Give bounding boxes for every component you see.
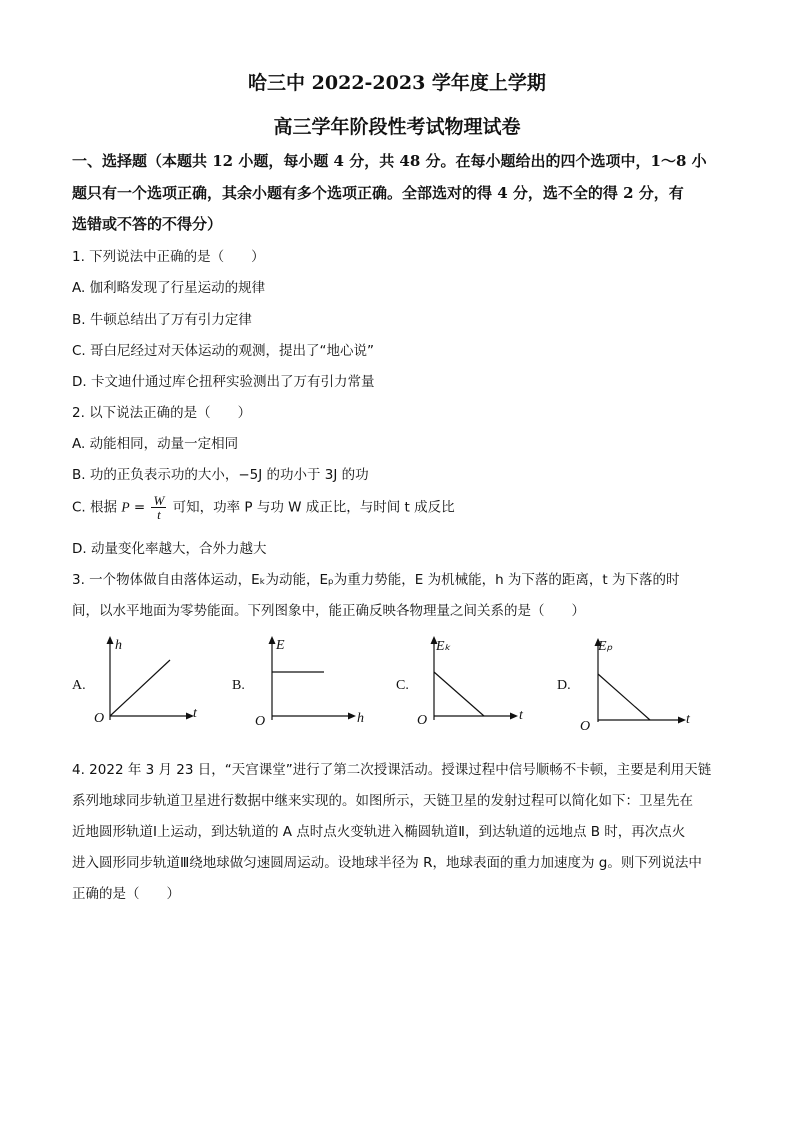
section-heading-line1: 一、选择题（本题共 12 小题，每小题 4 分，共 48 分。在每小题给出的四个选项中，1～8 小 [72, 152, 707, 170]
option-c-prefix: C. 根据 [72, 499, 118, 516]
graph-a-x-label: t [193, 706, 197, 721]
question-2-option-b: B. 功的正负表示功的大小，−5J 的功小于 3J 的功 [72, 467, 369, 483]
fraction-denominator: t [157, 507, 161, 522]
graph-a-option-label: A. [72, 678, 86, 693]
section-heading-line3: 选错或不答的不得分） [72, 215, 223, 233]
graph-d-y-label: Eₚ [598, 639, 613, 654]
graph-b-y-arrow [269, 636, 276, 644]
graph-d-x-arrow [678, 717, 686, 724]
graph-b-x-arrow [348, 713, 356, 720]
graph-a-y-arrow [107, 636, 114, 644]
graph-d-option-label: D. [557, 678, 571, 693]
graph-c-option-label: C. [396, 678, 409, 693]
question-4-line4: 进入圆形同步轨道Ⅲ绕地球做匀速圆周运动。设地球半径为 R，地球表面的重力加速度为 g。则下列说法中 [72, 855, 702, 871]
power-symbol: P [121, 499, 130, 515]
exam-title: 哈三中 2022-2023 学年度上学期 [248, 72, 546, 94]
graph-d-curve [598, 674, 650, 720]
graph-a-curve [110, 660, 170, 716]
graph-b-y-label: E [276, 638, 285, 653]
graph-b-option-label: B. [232, 678, 245, 693]
graph-c [412, 632, 532, 732]
graph-d-x-label: t [686, 712, 690, 727]
graph-a [88, 632, 208, 732]
question-1-option-a: A. 伽利略发现了行星运动的规律 [72, 280, 266, 296]
graph-b-origin: O [255, 714, 266, 729]
question-1-option-b: B. 牛顿总结出了万有引力定律 [72, 312, 252, 328]
power-formula-fraction [151, 494, 166, 521]
question-2-stem: 2. 以下说法正确的是（ ） [72, 405, 252, 421]
question-4-line1: 4. 2022 年 3 月 23 日，“天宫课堂”进行了第二次授课活动。授课过程中信号顺畅不卡顿，主要是利用天链 [72, 762, 712, 778]
graph-b [250, 632, 370, 732]
graph-c-origin: O [417, 713, 428, 728]
section-heading-line2: 题只有一个选项正确，其余小题有多个选项正确。全部选对的得 4 分，选不全的得 2 分，有 [72, 184, 684, 202]
question-1-option-d: D. 卡文迪什通过库仑扭秤实验测出了万有引力常量 [72, 374, 375, 390]
question-3-stem-line2: 间，以水平地面为零势能面。下列图象中，能正确反映各物理量之间关系的是（ ） [72, 603, 585, 619]
question-4-line2: 系列地球同步轨道卫星进行数据中继来实现的。如图所示，天链卫星的发射过程可以简化如下：卫星先在 [72, 793, 693, 809]
question-1-stem: 1. 下列说法中正确的是（ ） [72, 249, 265, 265]
graph-c-x-label: t [519, 708, 523, 723]
question-2-option-d: D. 动量变化率越大，合外力越大 [72, 541, 267, 557]
question-2-option-c [72, 494, 455, 521]
graph-d [576, 634, 696, 734]
graph-a-y-label: h [115, 638, 122, 653]
option-c-suffix: 可知，功率 P 与功 W 成正比，与时间 t 成反比 [172, 499, 455, 516]
question-2-option-a: A. 动能相同，动量一定相同 [72, 436, 239, 452]
graph-c-x-arrow [510, 713, 518, 720]
graph-c-curve [434, 672, 484, 716]
question-4-line3: 近地圆形轨道Ⅰ上运动，到达轨道的 A 点时点火变轨进入椭圆轨道Ⅱ，到达轨道的远地点 B 时，再次点火 [72, 824, 686, 840]
equals-sign: = [133, 499, 150, 516]
exam-subtitle: 高三学年阶段性考试物理试卷 [273, 116, 521, 138]
question-3-stem-line1: 3. 一个物体做自由落体运动，Eₖ为动能，Eₚ为重力势能，E 为机械能，h 为下落的距离，t 为下落的时 [72, 572, 680, 588]
graph-b-x-label: h [357, 711, 364, 726]
graph-d-origin: O [580, 719, 591, 734]
question-1-option-c: C. 哥白尼经过对天体运动的观测，提出了“地心说” [72, 343, 374, 359]
question-4-line5: 正确的是（ ） [72, 886, 180, 902]
graph-c-y-label: Eₖ [436, 639, 451, 654]
graph-a-origin: O [94, 711, 105, 726]
fraction-numerator: W [153, 493, 165, 508]
